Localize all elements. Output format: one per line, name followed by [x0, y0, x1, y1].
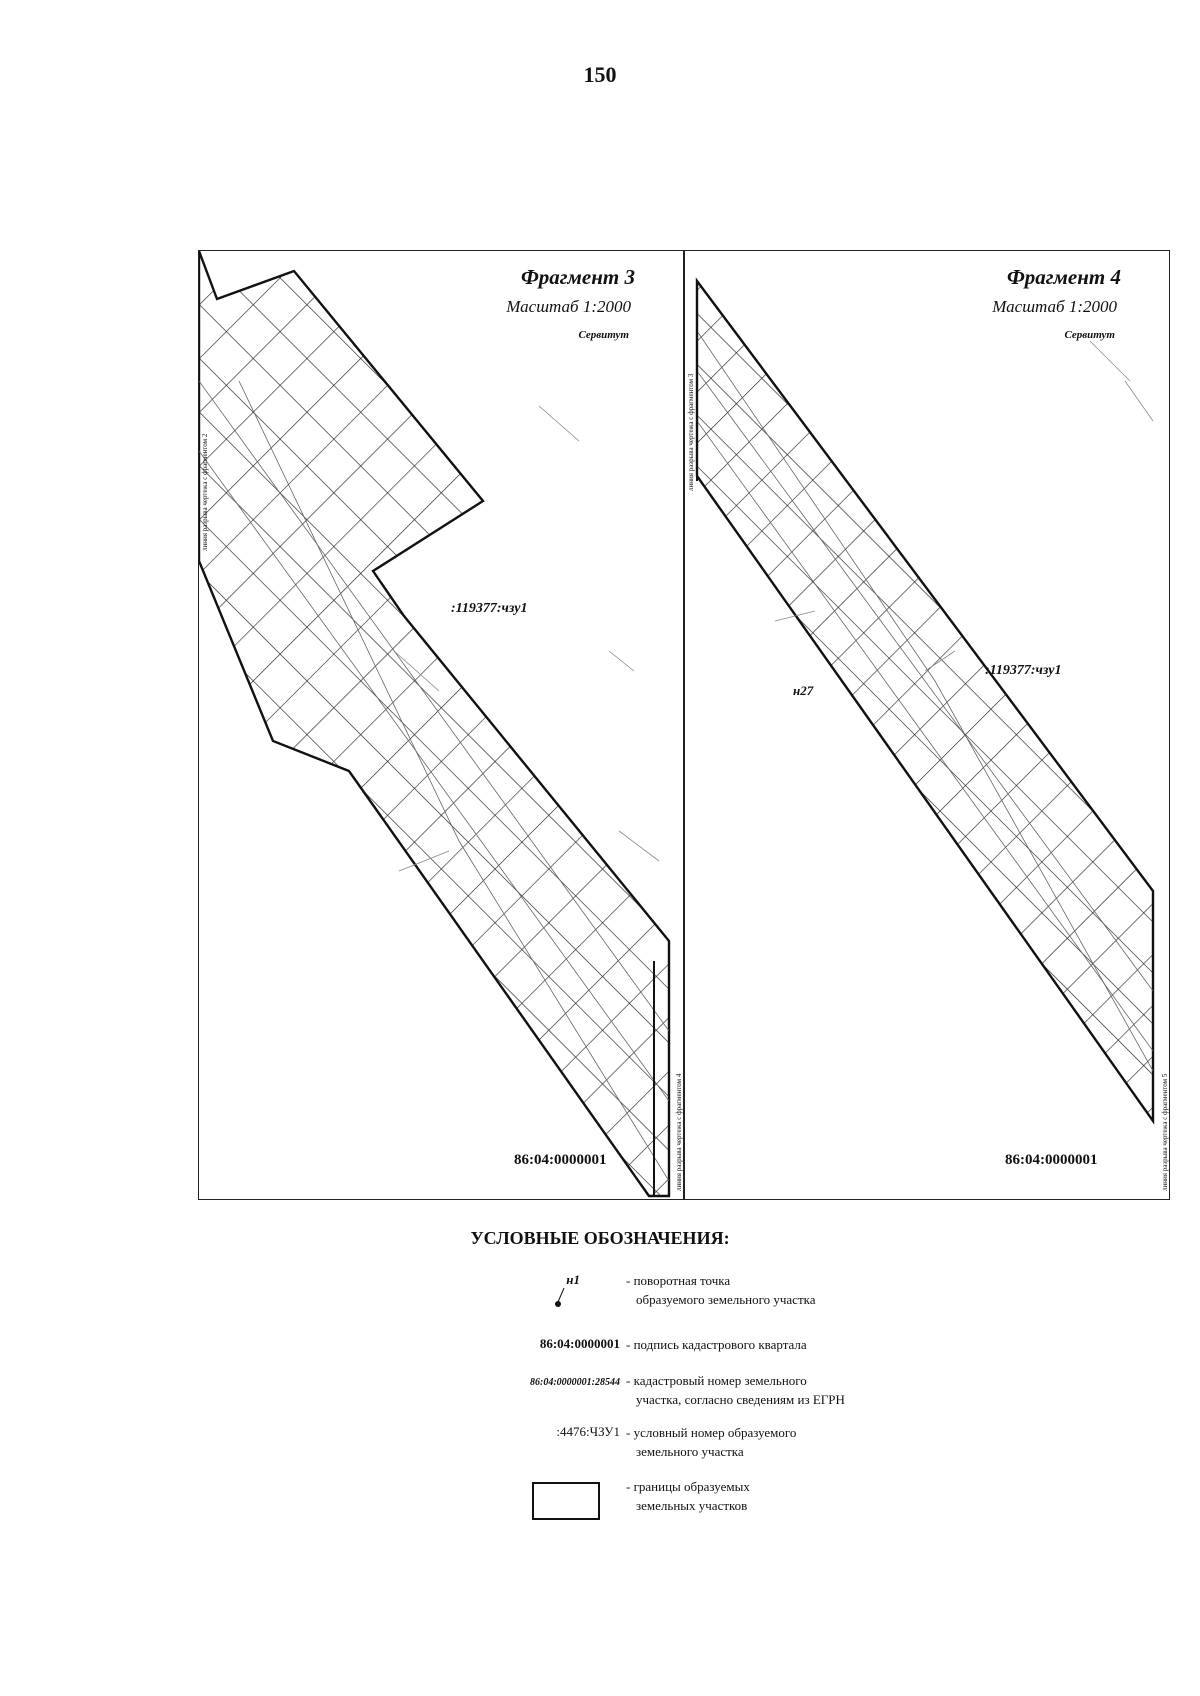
- legend-description: - поворотная точка образуемого земельного участка: [626, 1273, 816, 1307]
- legend-description: - границы образуемых земельных участков: [626, 1479, 750, 1513]
- point-label: н27: [793, 683, 814, 698]
- boundary-symbol-icon: [532, 1482, 600, 1520]
- servitude-area-4: [697, 281, 1153, 1121]
- cadastral-quarter-label: 86:04:0000001: [514, 1152, 607, 1168]
- right-break-note: линия разрыва чертежа с фрагментом 4: [675, 1073, 683, 1191]
- right-break-note: линия разрыва чертежа с фрагментом 5: [1161, 1073, 1169, 1191]
- legend-description: - подпись кадастрового квартала: [626, 1337, 807, 1352]
- legend-symbol: 86:04:0000001:28544: [530, 1377, 620, 1388]
- legend-symbol: н1: [566, 1272, 580, 1287]
- cadastral-quarter-label: 86:04:0000001: [1005, 1152, 1098, 1168]
- legend-description: - кадастровый номер земельного участка, согласно сведениям из ЕГРН: [626, 1373, 845, 1407]
- servitude-area-3: [199, 251, 669, 1196]
- legend-description: - условный номер образуемого земельного участка: [626, 1425, 797, 1459]
- fragment-title: Фрагмент 3: [520, 265, 635, 289]
- fragment-4-drawing: [685, 251, 1169, 1199]
- fragment-scale: Масштаб 1:2000: [992, 297, 1117, 316]
- left-break-note: линия разрыва чертежа с фрагментом 3: [687, 373, 695, 491]
- legend-item-conditional-number: [440, 1424, 960, 1474]
- fragment-scale: Масштаб 1:2000: [506, 297, 631, 316]
- plot-label: :119377:чзу1: [451, 601, 528, 616]
- legend-symbol: :4476:ЧЗУ1: [556, 1424, 620, 1439]
- map-fragment-3: [198, 250, 684, 1200]
- left-break-note: линия разрыва чертежа с фрагментом 2: [201, 433, 209, 551]
- turning-point-icon: [552, 1286, 572, 1310]
- fragment-type: Сервитут: [578, 329, 629, 341]
- map-fragment-4: [684, 250, 1170, 1200]
- legend-symbol: 86:04:0000001: [539, 1336, 620, 1351]
- legend-item-cadastral-number: [440, 1372, 960, 1422]
- legend-item-boundaries: [440, 1478, 960, 1528]
- fragment-3-drawing: [199, 251, 683, 1199]
- fragment-type: Сервитут: [1064, 329, 1115, 341]
- page-number: 150: [583, 62, 617, 87]
- fragment-title: Фрагмент 4: [1006, 265, 1121, 289]
- plot-label: :119377:чзу1: [985, 663, 1062, 678]
- legend-title: УСЛОВНЫЕ ОБОЗНАЧЕНИЯ:: [470, 1228, 730, 1248]
- legend-item-turning-point: [440, 1272, 960, 1322]
